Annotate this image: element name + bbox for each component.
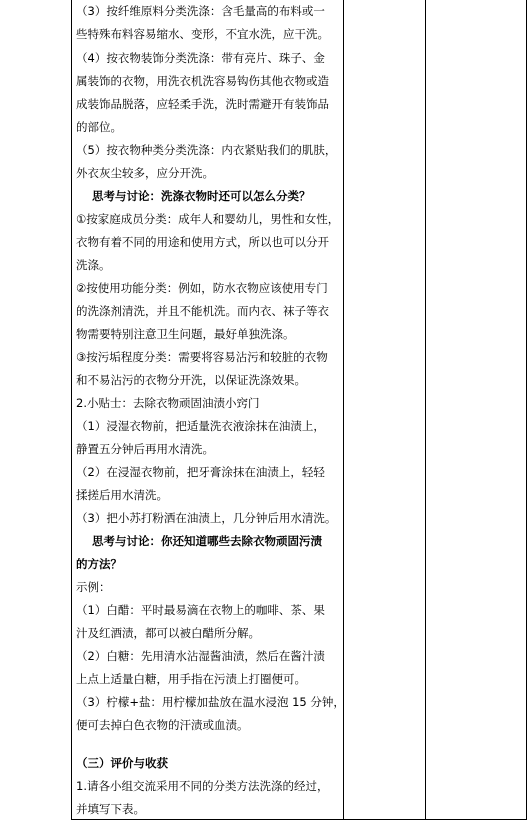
- text-line: 1.请各小组交流采用不同的分类方法洗涤的经过，: [76, 779, 329, 793]
- example-label: 示例：: [76, 580, 111, 594]
- text-line: （1）白醋：平时最易滴在衣物上的咖啡、茶、果: [76, 603, 325, 617]
- text-line: 静置五分钟后再用水清洗。: [76, 442, 214, 456]
- text-line: ②按使用功能分类：例如，防水衣物应该使用专门: [76, 281, 328, 295]
- lesson-content-cell: [76, 0, 345, 823]
- text-line: （2）在浸湿衣物前，把牙膏涂抹在油渍上，轻轻: [76, 465, 325, 479]
- text-line: （3）把小苏打粉洒在油渍上，几分钟后用水清洗。: [76, 511, 337, 525]
- text-line: 上点上适量白糖，用手指在污渍上打圈便可。: [76, 672, 306, 686]
- text-line: （1）浸湿衣物前，把适量洗衣液涂抹在油渍上，: [76, 419, 325, 433]
- table-border-col3: [425, 0, 426, 819]
- text-line: 便可去掉白色衣物的汗渍或血渍。: [76, 718, 249, 732]
- text-line: 洗涤。: [76, 258, 111, 272]
- text-line: 汁及红酒渍，都可以被白醋所分解。: [76, 626, 260, 640]
- tips-heading: 2.小贴士：去除衣物顽固油渍小窍门: [76, 396, 260, 410]
- text-line: ③按污垢程度分类：需要将容易沾污和较脏的衣物: [76, 350, 328, 364]
- text-line: 和不易沾污的衣物分开洗，以保证洗涤效果。: [76, 373, 306, 387]
- text-line: 并填写下表。: [76, 802, 145, 816]
- text-line: （3）按纤维原料分类洗涤：含毛量高的布料或一: [76, 4, 325, 18]
- text-line: 属装饰的衣物，用洗衣机洗容易钩伤其他衣物或造: [76, 74, 329, 88]
- text-line: 些特殊布料容易缩水、变形，不宜水洗，应干洗。: [76, 27, 329, 41]
- text-line: 的部位。: [76, 120, 122, 134]
- text-line: 的洗涤剂清洗，并且不能机洗。而内衣、袜子等衣: [76, 304, 329, 318]
- text-line: 成装饰品脱落，应轻柔手洗，洗时需避开有装饰品: [76, 97, 329, 111]
- text-line: ①按家庭成员分类：成年人和婴幼儿，男性和女性，: [76, 212, 340, 226]
- discussion-heading: 思考与讨论：洗涤衣物时还可以怎么分类？: [92, 189, 311, 203]
- text-line: （4）按衣物装饰分类洗涤：带有亮片、珠子、金: [76, 51, 325, 65]
- section-heading: （三）评价与收获: [76, 756, 168, 770]
- discussion-heading-cont: 的方法？: [76, 557, 122, 571]
- discussion-heading: 思考与讨论：你还知道哪些去除衣物顽固污渍: [92, 534, 322, 548]
- text-line: 衣物有着不同的用途和使用方式，所以也可以分开: [76, 235, 329, 249]
- text-line: 揉搓后用水清洗。: [76, 488, 168, 502]
- table-border-right: [526, 0, 527, 819]
- text-line: （5）按衣物种类分类洗涤：内衣紧贴我们的肌肤，: [76, 143, 337, 157]
- text-line: 外衣灰尘较多，应分开洗。: [76, 166, 214, 180]
- text-line: （3）柠檬+盐：用柠檬加盐放在温水浸泡 15 分钟，: [76, 695, 345, 709]
- table-border-left: [71, 0, 72, 819]
- text-line: （2）白糖：先用清水沾湿酱油渍，然后在酱汁渍: [76, 649, 325, 663]
- text-line: 物需要特别注意卫生问题，最好单独洗涤。: [76, 327, 295, 341]
